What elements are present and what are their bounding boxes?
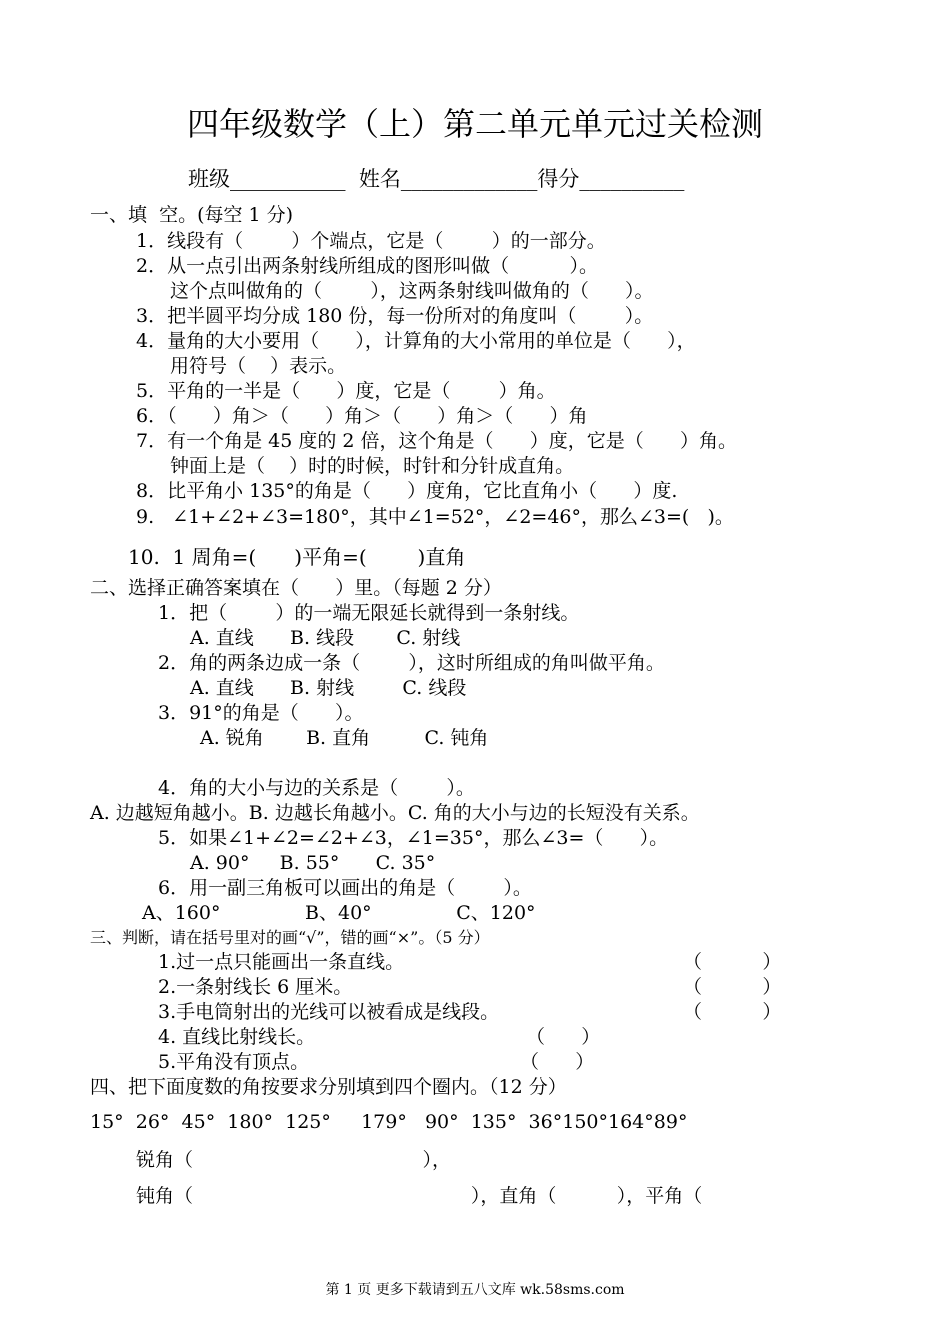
judgement-item-text: 1.过一点只能画出一条直线。	[158, 951, 405, 973]
section-4-header: 四、把下面度数的角按要求分别填到四个圈内。（12 分）	[90, 1076, 567, 1098]
degree-list: 15° 26° 45° 180° 125° 179° 90° 135° 36°150°164°89°	[90, 1111, 688, 1133]
options-line: A. 锐角 B. 直角 C. 钝角	[200, 727, 489, 749]
question-line: 5．平角的一半是（ ）度，它是（ ）角。	[136, 380, 556, 402]
question-line: 8．比平角小 135°的角是（ ）度角，它比直角小（ ）度.	[136, 480, 678, 502]
section-1-header: 一、填 空。(每空 1 分)	[90, 204, 294, 226]
question-line: 6．（ ）角＞（ ）角＞（ ）角＞（ ）角	[136, 405, 588, 427]
question-line: 6．用一副三角板可以画出的角是（ ）。	[158, 877, 532, 899]
section-2-header: 二、选择正确答案填在（ ）里。（每题 2 分）	[90, 577, 502, 599]
judgement-item-text: 3.手电筒射出的光线可以被看成是线段。	[158, 1001, 500, 1023]
acute-angle-line: 锐角（ ），	[136, 1149, 452, 1171]
question-line: 3．91°的角是（ ）。	[158, 702, 364, 724]
options-line: A. 直线 B. 射线 C. 线段	[190, 677, 467, 699]
answer-bracket: （ ）	[520, 1051, 595, 1073]
question-line: 3．把半圆平均分成 180 份，每一份所对的角度叫（ ）。	[136, 305, 654, 327]
page-footer: 第 1 页 更多下载请到五八文库 wk.58sms.com	[325, 1282, 625, 1298]
angle-classification-line: 钝角（ ），直角（ ），平角（	[136, 1185, 703, 1207]
judgement-item-text: 5.平角没有顶点。	[158, 1051, 310, 1073]
question-line: 用符号（ ）表示。	[170, 355, 347, 377]
question-line: 1．把（ ）的一端无限延长就得到一条射线。	[158, 602, 580, 624]
question-line: 7．有一个角是 45 度的 2 倍，这个角是（ ）度，它是（ ）角。	[136, 430, 737, 452]
question-line: 钟面上是（ ）时的时候，时针和分针成直角。	[170, 455, 575, 477]
question-line: 5．如果∠1+∠2=∠2+∠3，∠1=35°，那么∠3=（ ）。	[158, 827, 669, 849]
options-line: A. 直线 B. 线段 C. 射线	[190, 627, 461, 649]
options-line: A. 90° B. 55° C. 35°	[190, 852, 436, 874]
answer-bracket: （ ）	[683, 976, 782, 998]
answer-bracket: （ ）	[683, 951, 782, 973]
question-line: 4．角的大小与边的关系是（ ）。	[158, 777, 475, 799]
question-line: 这个点叫做角的（ ），这两条射线叫做角的（ ）。	[170, 280, 654, 302]
question-line: 2．角的两条边成一条（ ），这时所组成的角叫做平角。	[158, 652, 665, 674]
question-line: 1．线段有（ ）个端点，它是（ ）的一部分。	[136, 230, 606, 252]
options-line: A、160° B、40° C、120°	[142, 902, 536, 924]
question-line: 9. ∠1+∠2+∠3=180°，其中∠1=52°，∠2=46°，那么∠3=( )。	[136, 506, 734, 528]
question-line: 2．从一点引出两条射线所组成的图形叫做（ ）。	[136, 255, 598, 277]
options-line: A. 边越短角越小。B. 边越长角越小。C. 角的大小与边的长短没有关系。	[90, 802, 700, 824]
answer-bracket: （ ）	[683, 1001, 782, 1023]
answer-bracket: （ ）	[526, 1026, 601, 1048]
judgement-item-text: 4. 直线比射线长。	[158, 1026, 316, 1048]
page-title: 四年级数学（上）第二单元单元过关检测	[186, 105, 763, 143]
question-line: 10. 1 周角=( )平角=( )直角	[128, 545, 466, 569]
question-line: 4．量角的大小要用（ ），计算角的大小常用的单位是（ ），	[136, 330, 696, 352]
judgement-item-text: 2.一条射线长 6 厘米。	[158, 976, 353, 998]
student-info-line: 班级___________ 姓名_____________得分__________	[188, 167, 685, 191]
section-3-header: 三、判断，请在括号里对的画“√”，错的画“×”。（5 分）	[90, 928, 490, 947]
